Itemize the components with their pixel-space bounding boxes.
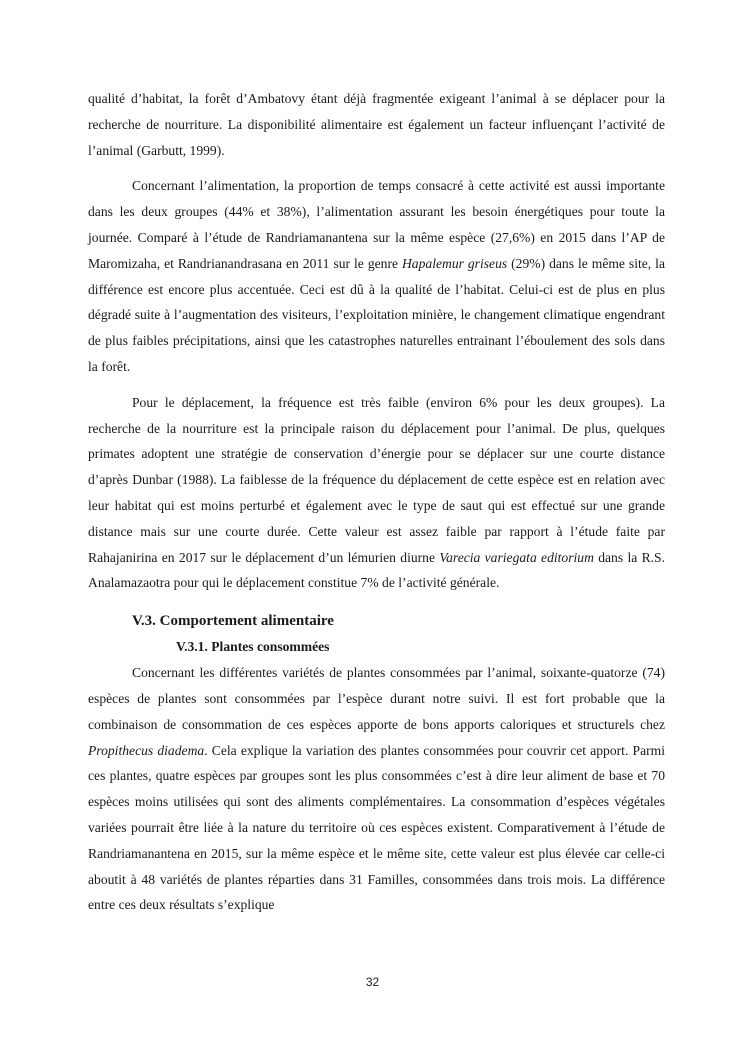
paragraph-habitat: qualité d’habitat, la forêt d’Ambatovy étant déjà fragmentée exigeant l’animal à se déplacer pour la recherche de nourriture. La disponibilité alimentaire est également un facteur influençant l’activité de l’animal (Garbutt, 1999). [88, 91, 665, 158]
species-name: Varecia variegata editorium [439, 549, 594, 565]
species-name: Propithecus diadema [88, 742, 205, 758]
paragraph-plantes: Concernant les différentes variétés de plantes consommées par l’animal, soixante-quatorze (74) espèces de plantes sont consommées par l’espèce durant notre suivi. Il est fort probable que la combinaison de consommation de ces espèces apporte de bons apports caloriques et structurels chez Propithecus diadema. Cela explique la variation des plantes consommées pour couvrir cet apport. Parmi ces plantes, quatre espèces par groupes sont les plus consommées c’est à dire leur aliment de base et 70 espèces moins utilisées qui sont des aliments complémentaires. La consommation d’espèces végétales variées pourrait être liée à la nature du territoire où ces espèces existent. Comparativement à l’étude de Randriamanantena en 2015, sur la même espèce et le même site, cette valeur est plus élevée car celle-ci aboutit à 48 variétés de plantes réparties dans 31 Familles, consommées dans trois mois. La différence entre ces deux résultats s’explique [88, 665, 666, 913]
subsection-heading: V.3.1. Plantes consommées [176, 639, 330, 655]
paragraph-alimentation: Concernant l’alimentation, la proportion de temps consacré à cette activité est aussi importante dans les deux groupes (44% et 38%), l’alimentation assurant les besoin énergétiques pour toute la journée. Comparé à l’étude de Randriamanantena sur la même espèce (27,6%) en 2015 dans l’AP de Maromizaha, et Randrianandrasana en 2011 sur le genre Hapalemur griseus (29%) dans le même site, la différence est encore plus accentuée. Ceci est dû à la qualité de l’habitat. Celui-ci est de plus en plus dégradé suite à l’augmentation des visiteurs, l’exploitation minière, le changement climatique engendrant de plus faibles précipitations, ainsi que les catastrophes naturelles entrainant l’éboulement des sols dans la forêt. [88, 178, 665, 374]
body-text [88, 86, 665, 918]
page-number: 32 [365, 975, 380, 989]
section-heading: V.3. Comportement alimentaire [132, 613, 334, 630]
paragraph-deplacement: Pour le déplacement, la fréquence est très faible (environ 6% pour les deux groupes). La recherche de la nourriture est la principale raison du déplacement pour l’animal. De plus, quelques primates adoptent une stratégie de conservation d’énergie pour se déplacer sur une courte distance d’après Dunbar (1988). La faiblesse de la fréquence du déplacement de cette espèce est en relation avec leur habitat qui est moins perturbé et également avec le type de saut qui est effectué sur une grande distance mais sur une courte durée. Cette valeur est assez faible par rapport à l’étude faite par Rahajanirina en 2017 sur le déplacement d’un lémurien diurne Varecia variegata editorium dans la R.S. Analamazaotra pour qui le déplacement constitue 7% de l’activité générale. [88, 394, 665, 591]
species-name: Hapalemur griseus [401, 255, 508, 271]
